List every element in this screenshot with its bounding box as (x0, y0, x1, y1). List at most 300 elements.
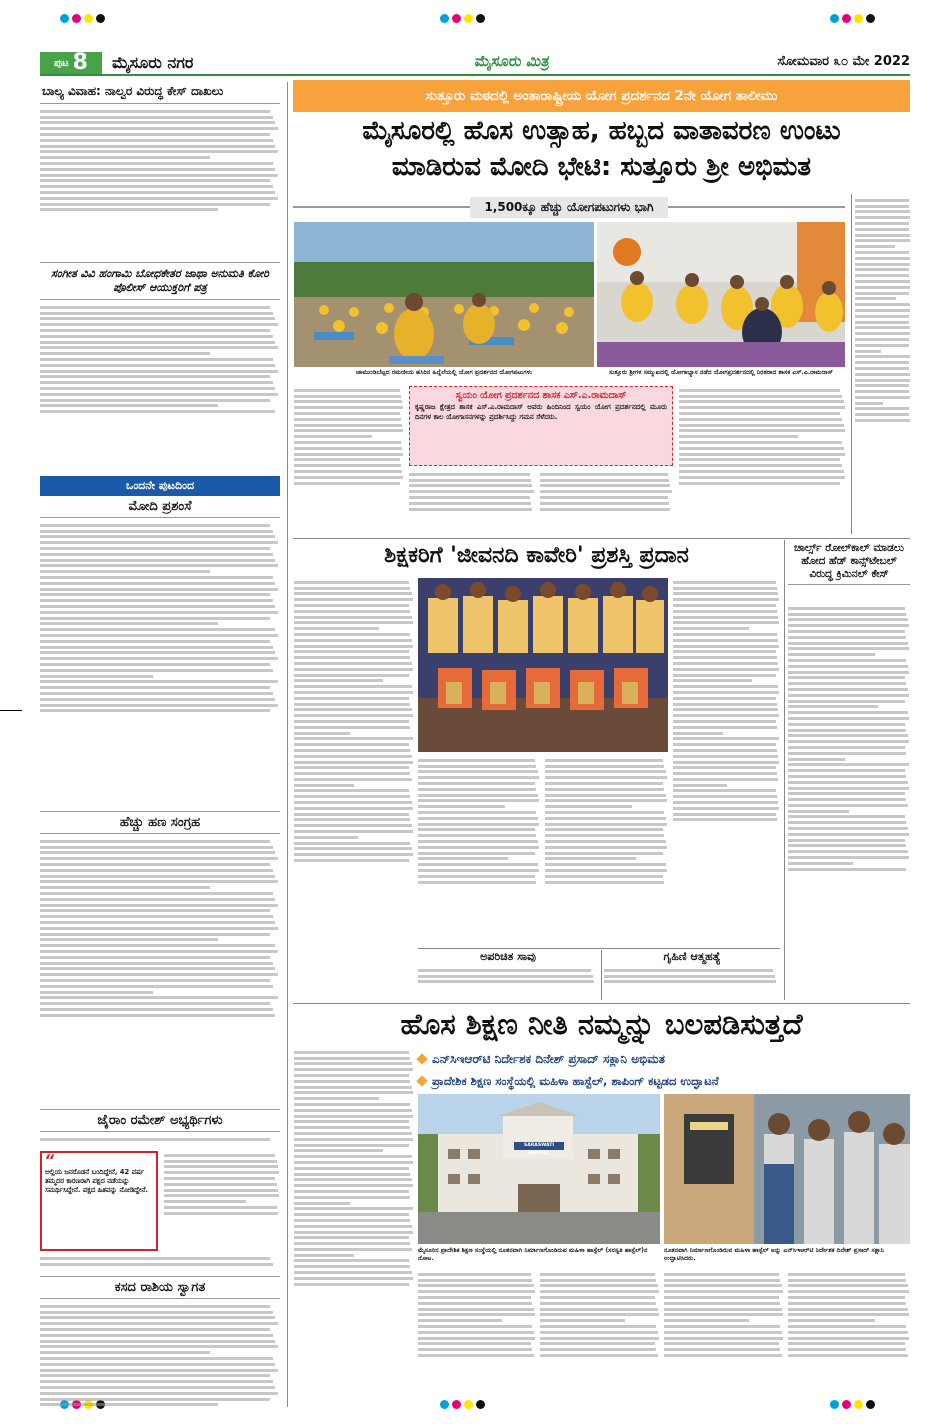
text-line (673, 708, 778, 711)
quote-icon: “ (45, 1151, 56, 1172)
text-line (673, 749, 777, 752)
text-line (40, 1345, 278, 1348)
text-line (294, 1184, 413, 1187)
text-line (40, 329, 270, 332)
text-line (40, 1369, 278, 1372)
text-line (418, 857, 508, 860)
text-line (294, 1248, 412, 1251)
text-line (294, 679, 383, 682)
text-line (604, 975, 775, 978)
text-line (540, 1302, 656, 1305)
text-line (294, 1091, 413, 1094)
text-line (545, 823, 667, 826)
text-line (673, 598, 779, 601)
text-line (679, 406, 845, 409)
text-line (540, 473, 668, 476)
text-line (40, 698, 275, 701)
text-line (40, 846, 273, 849)
photo-caption: ಮೈಸೂರಿನ ಪ್ರಾದೇಶಿಕ ಶಿಕ್ಷಣ ಸಂಸ್ಥೆಯಲ್ಲಿ ನೂತನವಾಗಿ ನಿರ್ಮಾಣಗೊಂಡಿರುವ ಮಹಿಳಾ ಹಾಸ್ಟೆಲ್ (ಸರಸ್ವತಿ ಹಾಸ್ಟೆಲ್)ನ ನೋಟ. (418, 1247, 648, 1262)
text-line (418, 788, 536, 791)
text-line (788, 1290, 909, 1293)
text-line (855, 205, 909, 208)
text-line (409, 496, 530, 499)
text-line (294, 732, 350, 735)
text-line (418, 1325, 532, 1328)
text-line (540, 508, 670, 511)
text-line (294, 714, 413, 717)
text-line (679, 389, 840, 392)
text-line (294, 784, 354, 787)
text-line (788, 787, 909, 790)
text-line (545, 881, 664, 884)
text-line (788, 671, 909, 674)
text-line (294, 691, 413, 694)
text-line (164, 1154, 275, 1157)
article-body (418, 1270, 536, 1406)
text-line (40, 306, 270, 309)
text-line (294, 400, 402, 403)
article-body (855, 196, 911, 534)
text-line (540, 1284, 658, 1287)
text-line (545, 770, 666, 773)
text-line (40, 646, 273, 649)
inauguration-photo (664, 1094, 910, 1244)
text-line (418, 1342, 531, 1345)
text-line (418, 1331, 534, 1334)
text-line (294, 1132, 412, 1135)
text-line (788, 862, 853, 865)
text-line (294, 789, 409, 792)
bottom-headline: ಹೊಸ ಶಿಕ್ಷಣ ನೀತಿ ನಮ್ಮನ್ನು ಬಲಪಡಿಸುತ್ತದೆ (400, 1007, 803, 1041)
text-line (673, 604, 776, 607)
text-line (855, 373, 910, 376)
text-line (540, 502, 669, 505)
article-body (545, 756, 668, 946)
text-line (418, 828, 535, 831)
text-line (294, 406, 403, 409)
text-line (294, 424, 402, 427)
text-line (40, 669, 273, 672)
text-line (294, 464, 401, 467)
text-line (418, 1354, 534, 1357)
text-line (855, 309, 910, 312)
text-line (40, 335, 273, 338)
text-line (673, 737, 779, 740)
top-banner-text: ಸುತ್ತೂರು ಮಠದಲ್ಲಿ ಅಂತಾರಾಷ್ಟ್ರೀಯ ಯೋಗ ಪ್ರದರ್ಶನದ 2ನೇ ಯೋಗ ತಾಲೀಮು (425, 88, 778, 104)
text-line (788, 1319, 875, 1322)
text-line (540, 1319, 625, 1322)
text-line (40, 1392, 278, 1395)
text-line (40, 576, 273, 579)
article-body (40, 303, 280, 473)
text-line (540, 496, 668, 499)
text-line (418, 799, 539, 802)
text-line (673, 761, 779, 764)
text-line (294, 674, 409, 677)
text-line (418, 770, 538, 773)
text-line (40, 909, 270, 912)
text-line (673, 691, 779, 694)
article-body (679, 386, 847, 536)
text-line (294, 813, 409, 816)
text-line (540, 1290, 659, 1293)
text-line (418, 846, 539, 849)
text-line (294, 824, 412, 827)
text-line (788, 665, 908, 668)
text-line (855, 321, 909, 324)
text-line (673, 592, 778, 595)
text-line (545, 794, 666, 797)
text-line (788, 827, 908, 830)
article-body (418, 966, 598, 1000)
text-line (788, 1325, 906, 1328)
text-line (40, 541, 278, 544)
text-line (40, 139, 273, 142)
text-line (418, 1319, 502, 1322)
text-line (855, 297, 896, 300)
text-line (788, 1296, 905, 1299)
article-body (40, 1135, 280, 1149)
text-line (418, 881, 536, 884)
text-line (673, 801, 778, 804)
text-line (855, 413, 909, 416)
text-line (294, 795, 410, 798)
callout-text: ಕೃಷ್ಣರಾಜ ಕ್ಷೇತ್ರದ ಶಾಸಕ ಎಸ್.ಎ.ರಾಮದಾಸ್ ಅವರು ಹಿಂದಿನಿಂದ ಸ್ವಯಂ ಯೋಗ ಪ್ರದರ್ಶನದಲ್ಲಿ ಮೂರು ದಿನಗಳ ಕಾಲ ಯೋಗಾಸನಗಳನ್ನು ಪ್ರದರ್ಶಿಸಿದ್ದು ಗಮನ ಸೆಳೆದರು. (415, 403, 667, 421)
text-line (788, 647, 909, 650)
text-line (294, 1202, 350, 1205)
text-line (40, 110, 270, 113)
award-ceremony-photo (418, 578, 668, 752)
text-line (664, 1319, 749, 1322)
column-divider (601, 950, 602, 1000)
text-line (679, 453, 845, 456)
text-line (40, 399, 270, 402)
text-line (294, 1231, 413, 1234)
text-line (40, 709, 270, 712)
hostel-sign: SARASWATI HOSTEL (523, 1143, 555, 1156)
text-line (788, 833, 909, 836)
text-line (540, 490, 672, 493)
text-line (679, 464, 842, 467)
text-line (164, 1189, 278, 1192)
text-line (294, 1086, 412, 1089)
text-line (788, 844, 906, 847)
text-line (40, 991, 153, 994)
text-line (40, 840, 270, 843)
text-line (788, 717, 909, 720)
text-line (40, 1374, 270, 1377)
text-line (788, 1313, 909, 1316)
text-line (294, 633, 410, 636)
text-line (294, 697, 409, 700)
text-line (40, 950, 278, 953)
text-line (40, 967, 275, 970)
text-line (409, 490, 534, 493)
text-line (540, 1342, 655, 1345)
text-line (679, 424, 844, 427)
text-line (294, 1271, 412, 1274)
text-line (788, 763, 909, 766)
text-line (545, 776, 667, 779)
text-line (40, 559, 275, 562)
text-line (788, 746, 905, 749)
mid-headline: ಶಿಕ್ಷಕರಿಗೆ 'ಜೀವನದಿ ಕಾವೇರಿ' ಪ್ರಶಸ್ತಿ ಪ್ರದಾನ (384, 543, 689, 568)
text-line (40, 869, 273, 872)
text-line (294, 650, 409, 653)
text-line (664, 1279, 780, 1282)
text-line (294, 668, 413, 671)
text-line (294, 1236, 409, 1239)
text-line (664, 1337, 783, 1340)
text-line (294, 621, 413, 624)
text-line (294, 395, 401, 398)
text-line (294, 743, 409, 746)
text-line (673, 732, 723, 735)
text-line (855, 355, 910, 358)
text-line (673, 772, 777, 775)
text-line (40, 904, 278, 907)
text-line (673, 645, 779, 648)
text-line (40, 352, 210, 355)
text-line (673, 697, 776, 700)
text-line (855, 239, 910, 242)
photo-caption: ಚಾಮುಂಡಿಬೆಟ್ಟದ ರಮಣೀಯ ಹಸಿರಿನ ಹಿನ್ನೆಲೆಯಲ್ಲಿ ಯೋಗ ಪ್ರದರ್ಶನದ ಯೋಗಪಟುಗಳು (355, 369, 533, 376)
text-line (679, 447, 844, 450)
text-line (294, 627, 379, 630)
text-line (855, 274, 909, 277)
text-line (40, 530, 273, 533)
text-line (40, 191, 275, 194)
text-line (673, 627, 749, 630)
text-line (40, 133, 270, 136)
text-line (294, 1190, 409, 1193)
text-line (294, 389, 400, 392)
text-line (40, 973, 278, 976)
text-line (40, 127, 278, 130)
text-line (294, 1057, 410, 1060)
text-line (418, 852, 535, 855)
text-line (294, 1126, 410, 1129)
text-line (40, 145, 275, 148)
yoga-photo-outdoor (294, 222, 594, 367)
text-line (418, 980, 594, 983)
text-line (40, 1002, 270, 1005)
text-line (40, 1263, 273, 1266)
text-line (673, 621, 779, 624)
text-line (788, 659, 906, 662)
text-line (418, 969, 591, 972)
text-line (40, 892, 273, 895)
text-line (540, 1348, 656, 1351)
text-line (545, 863, 666, 866)
text-line (540, 1273, 655, 1276)
text-line (855, 268, 909, 271)
text-line (788, 729, 906, 732)
text-line (40, 1257, 270, 1260)
text-line (418, 1337, 535, 1340)
text-line (294, 412, 400, 415)
text-line (294, 458, 400, 461)
photo-caption: ನೂತನವಾಗಿ ನಿರ್ಮಾಣಗೊಂಡಿರುವ ಮಹಿಳಾ ಹಾಸ್ಟೆಲ್ ಅನ್ನು ಎನ್‌ಸಿಇಆರ್‌ಟಿ ನಿರ್ದೇಶಕ ದಿನೇಶ್ ಪ್ರಸಾದ್ ಸಕ್ಲಾನಿ ಉದ್ಘಾಟಿಸಿದರು. (664, 1247, 884, 1262)
text-line (40, 611, 278, 614)
text-line (294, 766, 409, 769)
text-line (40, 346, 278, 349)
text-line (679, 412, 840, 415)
text-line (545, 869, 667, 872)
text-line (40, 1311, 273, 1314)
text-line (40, 1008, 273, 1011)
text-line (164, 1194, 279, 1197)
text-line (673, 656, 777, 659)
text-line (418, 765, 536, 768)
text-line (855, 222, 909, 225)
text-line (788, 694, 909, 697)
text-line (418, 1302, 532, 1305)
article-headline: ಸಂಗೀತ ವಿವಿ ಹಂಗಾಮಿ ಬೋಧಕೇತರ ಜಾಥಾ ಅನುಮತಿ ಕೋರಿ ಪೊಲೀಸ್ ಆಯುಕ್ತರಿಗೆ ಪತ್ರ (40, 262, 280, 300)
text-line (40, 915, 273, 918)
section-divider (293, 1003, 910, 1004)
text-line (673, 662, 778, 665)
text-line (664, 1313, 783, 1316)
text-line (40, 370, 278, 373)
text-line (40, 197, 278, 200)
text-line (40, 203, 270, 206)
subheadline-text: ಎನ್‌ಸಿಇಆರ್‌ಟಿ ನಿರ್ದೇಶಕ ದಿನೇಶ್ ಪ್ರಸಾದ್ ಸಕ್ಲಾನಿ ಅಭಿಮತ (432, 1051, 666, 1066)
text-line (294, 1155, 412, 1158)
text-line (40, 564, 278, 567)
side-headline: ಚಾರ್ಲ್ಸ್ ರೋಲ್‌ಕಾಲ್ ಮಾಡಲು ಹೋದ ಹೆಡ್ ಕಾನ್ಸ್‌ಟೇಬಲ್ ವಿರುದ್ಧ ಕ್ರಿಮಿನಲ್ ಕೇಸ್ (788, 542, 910, 585)
text-line (788, 1302, 906, 1305)
text-line (673, 807, 779, 810)
article-body (40, 837, 280, 1109)
text-line (294, 1051, 409, 1054)
text-line (545, 875, 663, 878)
text-line (664, 1302, 780, 1305)
text-line (679, 418, 842, 421)
article-body (540, 470, 673, 536)
text-line (788, 676, 905, 679)
text-line (673, 581, 776, 584)
article-body (294, 578, 414, 1000)
text-line (40, 179, 270, 182)
article-body (788, 1270, 910, 1406)
text-line (540, 1313, 659, 1316)
text-line (855, 257, 910, 260)
text-line (418, 1284, 534, 1287)
text-line (40, 651, 275, 654)
article-headline: ಹೆಚ್ಚು ಹಣ ಸಂಗ್ರಹ (40, 811, 280, 834)
text-line (294, 587, 410, 590)
text-line (40, 680, 278, 683)
text-line (855, 390, 909, 393)
text-line (679, 482, 840, 485)
text-line (164, 1177, 275, 1180)
text-line (40, 938, 218, 941)
text-line (294, 1103, 410, 1106)
text-line (40, 162, 273, 165)
text-line (855, 245, 895, 248)
text-line (540, 1296, 655, 1299)
text-line (40, 553, 273, 556)
text-line (788, 758, 845, 761)
text-line (545, 805, 632, 808)
text-line (40, 1403, 218, 1406)
text-line (673, 784, 727, 787)
text-line (40, 640, 270, 643)
text-line (788, 1354, 908, 1357)
subheadline-2 (418, 1072, 910, 1090)
hostel-photo (418, 1094, 660, 1244)
text-line (294, 1225, 412, 1228)
text-line (788, 636, 906, 639)
text-line (788, 723, 905, 726)
text-line (40, 317, 275, 320)
text-line (40, 404, 218, 407)
text-line (294, 662, 412, 665)
text-line (545, 857, 636, 860)
page-header (40, 50, 910, 76)
text-line (788, 1279, 906, 1282)
text-line (40, 886, 210, 889)
text-line (673, 720, 776, 723)
text-line (294, 859, 409, 862)
text-line (673, 778, 778, 781)
text-line (679, 429, 845, 432)
text-line (855, 303, 910, 306)
page-number-box (40, 52, 102, 74)
text-line (294, 1080, 410, 1083)
text-line (788, 798, 906, 801)
callout-headline: ಸ್ವಯಂ ಯೋಗ ಪ್ರದರ್ಶನದ ಶಾಸಕ ಎಸ್.ಎ.ರಾಮದಾಸ್ (455, 390, 627, 401)
text-line (294, 755, 412, 758)
text-line (418, 782, 535, 785)
text-line (294, 418, 401, 421)
text-line (40, 851, 275, 854)
text-line (40, 921, 275, 924)
text-line (855, 384, 909, 387)
text-line (855, 419, 910, 422)
text-line (294, 1149, 383, 1152)
text-line (164, 1200, 246, 1203)
text-line (545, 788, 664, 791)
text-line (40, 1316, 275, 1319)
article-body (788, 604, 910, 1000)
text-line (855, 379, 910, 382)
top-headline-line-1: ಮೈಸೂರಲ್ಲಿ ಹೊಸ ಉತ್ಸಾಹ, ಹಬ್ಬದ ವಾತಾವರಣ ಉಂಟು (362, 116, 841, 146)
text-line (673, 587, 777, 590)
article-body (540, 1270, 660, 1406)
text-line (294, 1074, 409, 1077)
text-line (673, 639, 778, 642)
article-body (40, 521, 280, 811)
text-line (855, 263, 910, 266)
text-line (164, 1171, 279, 1174)
text-line (294, 1068, 413, 1071)
text-line (545, 846, 667, 849)
text-line (40, 605, 275, 608)
text-line (788, 630, 905, 633)
text-line (418, 1290, 535, 1293)
article-headline: ಜೈರಾಂ ರಮೇಶ್ ಅಭ್ಯರ್ಥಿಗಳು (40, 1109, 280, 1132)
text-line (604, 980, 776, 983)
text-line (664, 1273, 779, 1276)
text-line (418, 823, 539, 826)
text-line (409, 502, 531, 505)
text-line (40, 570, 210, 573)
text-line (855, 251, 909, 254)
text-line (40, 1328, 270, 1331)
text-line (418, 1296, 531, 1299)
